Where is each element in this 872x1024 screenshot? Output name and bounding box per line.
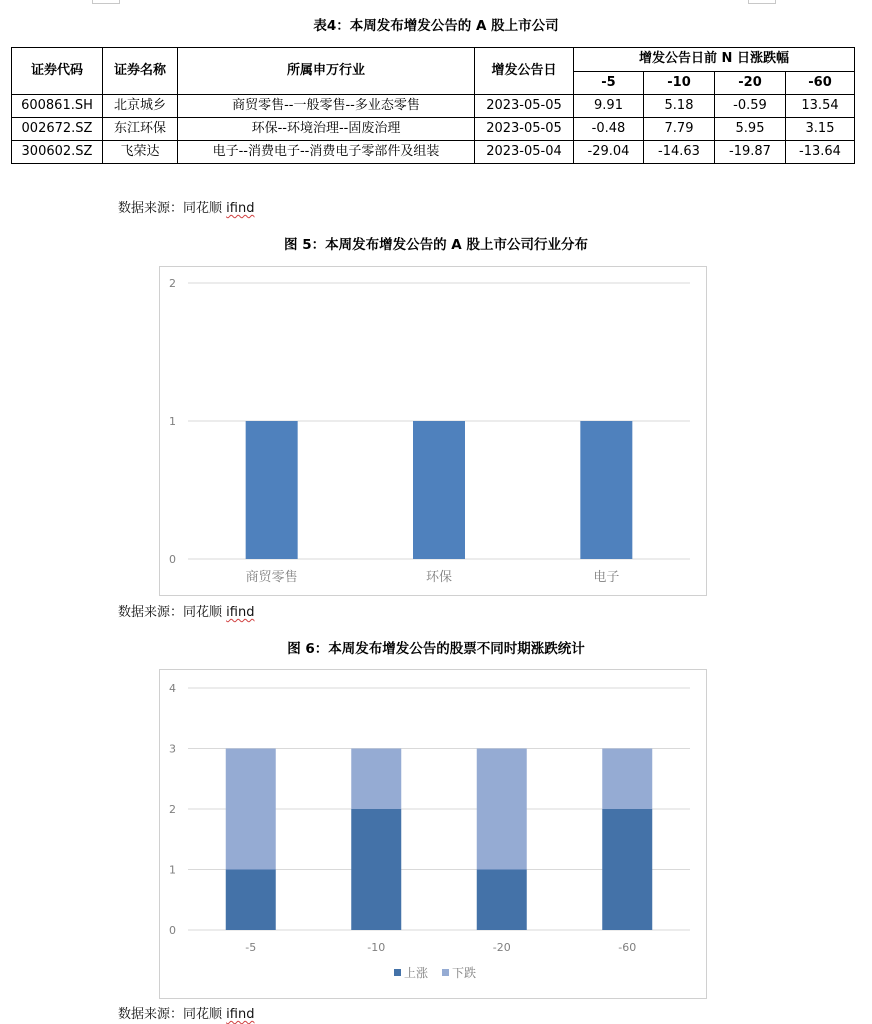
header-period-5: -5 [574,71,644,95]
bar-segment-fall [351,749,401,810]
header-period-60: -60 [786,71,855,95]
cell-change-20: 5.95 [715,118,786,141]
y-tick-label: 4 [169,682,176,695]
bar-segment-rise [351,809,401,930]
x-tick-label: 环保 [425,570,453,585]
y-tick-label: 2 [169,803,176,816]
bar-segment-rise [226,870,276,931]
source-prefix: 数据来源： [118,201,184,216]
header-period-10: -10 [644,71,715,95]
legend-swatch [442,969,449,976]
x-tick-label: 商贸零售 [245,570,298,585]
cell-change-10: 5.18 [644,95,715,118]
table4-title: 表4：本周发布增发公告的 A 股上市公司 [313,18,559,34]
bar-segment-fall [602,749,652,810]
cell-change-5: -0.48 [574,118,644,141]
table-row [12,141,855,164]
cell-name: 飞荣达 [103,141,178,164]
figure6-title: 图 6：本周发布增发公告的股票不同时期涨跌统计 [287,641,585,657]
data-source-note [118,1003,254,1022]
source-prefix: 数据来源： [118,605,184,620]
legend-swatch [394,969,401,976]
header-period-20: -20 [715,71,786,95]
source-prefix: 数据来源： [118,1007,184,1022]
cell-change-5: 9.91 [574,95,644,118]
y-tick-label: 0 [169,553,176,566]
data-source-note [118,601,254,620]
source-product: ifind [226,1007,255,1022]
source-name: 同花顺 [183,605,227,620]
bar [246,421,298,559]
cell-industry: 商贸零售--一般零售--多业态零售 [178,95,475,118]
cell-date: 2023-05-05 [475,95,574,118]
bar [413,421,465,559]
figure5-title: 图 5：本周发布增发公告的 A 股上市公司行业分布 [284,237,588,253]
x-tick-label: -5 [245,941,257,954]
cell-change-60: 3.15 [786,118,855,141]
cell-industry: 电子--消费电子--消费电子零部件及组装 [178,141,475,164]
header-code: 证券代码 [12,48,103,95]
cell-code: 600861.SH [12,95,103,118]
cell-change-5: -29.04 [574,141,644,164]
y-tick-label: 3 [169,742,176,756]
cell-change-60: -13.64 [786,141,855,164]
figure5-industry-bar-chart [160,267,706,595]
cell-change-20: -0.59 [715,95,786,118]
page-corner-mark-left [92,0,120,4]
table-row [12,95,855,118]
cell-name: 北京城乡 [103,95,178,118]
legend-label: 下跌 [452,966,477,980]
y-tick-label: 1 [169,415,176,428]
source-name: 同花顺 [183,201,227,216]
header-change-group: 增发公告日前 N 日涨跌幅 [574,48,855,72]
source-name: 同花顺 [183,1007,227,1022]
bar [580,421,632,559]
x-tick-label: -20 [492,941,511,954]
header-name: 证券名称 [103,48,178,95]
figure6-stacked-bar-chart [160,670,706,998]
figure5-chart-frame [159,266,707,596]
table-header-row [12,48,855,72]
bar-segment-fall [226,749,276,870]
legend-label: 上涨 [404,966,429,980]
ipo-announcement-table [11,47,855,164]
cell-change-60: 13.54 [786,95,855,118]
bar-segment-rise [477,870,527,931]
figure6-chart-frame [159,669,707,999]
cell-code: 002672.SZ [12,118,103,141]
data-source-note [118,197,254,216]
cell-industry: 环保--环境治理--固废治理 [178,118,475,141]
y-tick-label: 1 [169,863,176,877]
x-tick-label: 电子 [593,570,620,585]
header-industry: 所属申万行业 [178,48,475,95]
page-corner-mark-right [748,0,776,4]
source-product: ifind [226,605,255,620]
header-date: 增发公告日 [475,48,574,95]
cell-change-10: 7.79 [644,118,715,141]
y-tick-label: 0 [169,924,176,937]
cell-name: 东江环保 [103,118,178,141]
cell-change-10: -14.63 [644,141,715,164]
source-product: ifind [226,201,255,216]
cell-date: 2023-05-04 [475,141,574,164]
cell-code: 300602.SZ [12,141,103,164]
bar-segment-fall [477,749,527,870]
bar-segment-rise [602,809,652,930]
cell-date: 2023-05-05 [475,118,574,141]
x-tick-label: -10 [367,941,386,954]
x-tick-label: -60 [618,941,637,954]
table-row [12,118,855,141]
y-tick-label: 2 [169,277,176,290]
cell-change-20: -19.87 [715,141,786,164]
